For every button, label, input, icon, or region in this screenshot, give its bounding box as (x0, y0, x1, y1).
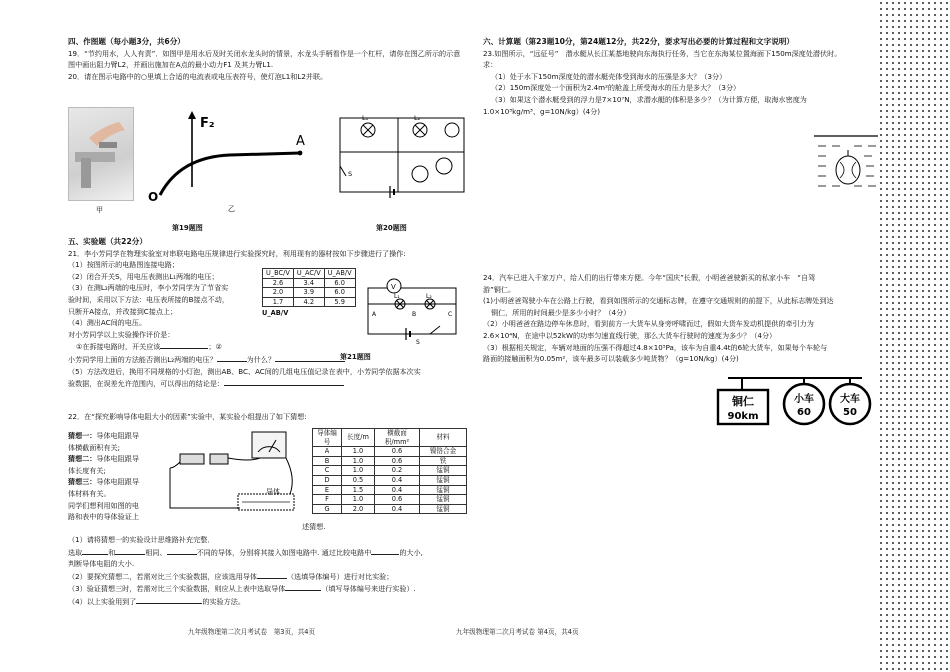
table-row: G 2.0 0.4 锰铜 (313, 504, 467, 514)
q24-part1b: 铜仁，所用的时间最少是多少小时？（4分） (491, 307, 631, 317)
q21-step2: （2）闭合开关S，用电压表测出L₁两端的电压； (68, 271, 219, 281)
dotted-margin (878, 0, 950, 672)
left-column (68, 36, 464, 82)
q24-part2a: （2）小明爸爸在路边停车休息时，看到前方一大货车从身旁呼啸而过，假如大货车发动机提供的牵引力为 (483, 319, 814, 329)
q21-answer-blank-2[interactable] (217, 353, 247, 362)
faucet-photo (68, 107, 134, 201)
q22-blank-1[interactable] (82, 546, 108, 555)
q22-conductor-table (312, 428, 467, 514)
q21-step4: （4）测出AC间的电压。 (68, 318, 147, 328)
sign-car-label: 小车 (794, 394, 814, 405)
fig21-circuit (360, 272, 466, 344)
q24-part2b: 2.6×10⁴N，在途中以52kW的功率匀速直线行驶，那么大货车行驶时的速度为多少？（4分） (483, 330, 777, 340)
traffic-sign (712, 372, 876, 432)
caption-fig19: 第19题图 (172, 224, 203, 232)
q21-th-ac: U_AC/V (293, 269, 324, 279)
q22-questions: （1）请将猜想一的实验设计思维路补充完整． 选取 和 相同、 不同的导体，分别将其接入如图电路中. 通过比较电路中 的大小, 判断导体电阻的大小. （2）要探究猜想二，若需对比三个实验数据，应该选用导体 （选填导体编号）进行对比实验； （3）验证猜想三时，若需对比三个实验数据，则应从上表中选取导体 （填写导体编号来进行实验）. （4）以上实验用到了 的实验方法。 (68, 535, 423, 606)
q22-blank-3[interactable] (167, 546, 197, 555)
q23-part3b: 1.0×10³kg/m³、g=10N/kg）(4分) (483, 106, 600, 116)
table-row: C 1.0 0.2 锰铜 (313, 466, 467, 476)
q21-step1: （1）按图所示的电路图连接电路； (68, 260, 179, 270)
fig20-circuit (332, 112, 472, 212)
q21-answer-blank-1[interactable] (160, 340, 208, 349)
q22-intro: 22．在“探究影响导体电阻大小的因素”实验中，某实验小组提出了如下猜想: (68, 412, 307, 421)
q22-blank-4[interactable] (371, 546, 399, 555)
q21-step5a: （5）方法改进后，换用不同规格的小灯泡，测出AB、BC、AC间的几组电压值记录在表中，小芳同学依据本次实 (68, 366, 421, 376)
table-row: 2.0 3.9 6.0 (263, 288, 356, 298)
q23-ask: 求： (483, 60, 498, 70)
fig21-b-label: B (412, 311, 417, 318)
section5-title: 五、实验题（共22分） (68, 237, 147, 246)
sign-truck-label: 大车 (840, 394, 860, 405)
fig21-l2-label: L₂ (426, 293, 432, 300)
fig19-jia-label: 甲 (96, 206, 103, 214)
fig21-c-label: C (448, 311, 453, 318)
fig21-a-label: A (372, 311, 377, 318)
fig19-lever-diagram (140, 105, 320, 215)
q21-th-ab: U_AB/V (324, 269, 355, 279)
q22-blank-5[interactable] (257, 570, 287, 579)
q22-th-area: 横截面积/mm² (375, 429, 420, 447)
q21-intro: 21．李小芳同学在物理实验室对串联电路电压规律进行实验探究时，利用现有的器材按如下步骤进行了操作: (68, 248, 406, 258)
q24-part3a: （3）根据相关规定，车辆对地面的压强不得超过4.8×10⁵Pa，该车为自重4.4t的6轮大货车，如果每个车轮与 (483, 342, 828, 352)
q21-answer-blank-3[interactable] (275, 353, 345, 362)
sign-car-speed: 60 (797, 407, 811, 418)
right-column (483, 36, 873, 117)
caption-fig20: 第20题图 (376, 224, 407, 232)
q21-step3a: （3）在测L₂两端的电压时，李小芳同学为了节省实 (68, 283, 229, 293)
q20-text: 20．请在图示电路中的○里填上合适的电流表或电压表符号，使灯泡L1和L2并联。 (68, 71, 328, 81)
fig22-apparatus (160, 428, 300, 516)
q24-part3b: 路面的接触面积为0.05m²，该车最多可以装载多少吨货物？（g=10N/kg）(4分) (483, 354, 739, 364)
fig19-f2-label: F₂ (200, 116, 215, 131)
q21-eval: 对小芳同学以上实验操作评价是： (68, 329, 175, 339)
faucet-icon (69, 108, 133, 200)
q22-guesses: 猜想一：导体电阻跟导 体横截面积有关; 猜想二：导体电阻跟导 体长度有关; 猜想三：导体电阻跟导 体材料有关。 同学们想利用如图的电 路和表中的导体验证上 (68, 431, 139, 522)
q23-part1: （1）处于水下150m深度处的潜水艇壳体受到海水的压强是多大？（3分） (491, 71, 727, 81)
q23-intro: 23.如图所示，“远征号” 潜水艇从长江某基地驶向东海执行任务，当它在东海某位置海面下150m深度处潜伏时。 (483, 48, 842, 58)
fig20-l1-label: L₁ (362, 114, 369, 122)
q24-intro-a: 24．汽车已进入千家万户，给人们的出行带来方便。今年“国庆”长假，小明爸爸驶新买的私家小车 “自驾 (483, 273, 816, 282)
submarine-figure (814, 132, 878, 194)
q23-part3a: （3）如果这个潜水艇受到的浮力是7×10⁷N，求潜水艇的体积是多少？（为计算方便，取海水密度为 (491, 94, 807, 104)
q21-blank-line2: 小芳同学用上面的方法能否测出L₂两端的电压？ 为什么？ (68, 353, 464, 366)
q24-part1a: (1)小明爸爸驾驶小车在公路上行驶，看到如图所示的交通标志牌，在遵守交通规则的前提下，从此标志牌处到达 (483, 296, 834, 306)
fig21-v-label: V (391, 283, 396, 291)
fig20-meter-slot-1 (445, 123, 459, 137)
caption-fig21: 第21题图 (340, 353, 371, 361)
q21-th-bc: U_BC/V (263, 269, 294, 279)
fig19-o-label: O (148, 190, 159, 204)
table-row: B 1.0 0.6 铁 (313, 456, 467, 466)
fig22-conductor-label: 导体 (266, 488, 280, 496)
q21-table-footer: U_AB/V (262, 309, 289, 318)
table-row: A 1.0 0.6 镍铬合金 (313, 447, 467, 457)
q21-step3c: 只断开A接点，并改接到C接点上； (68, 306, 178, 316)
table-row: 1.7 4.2 5.9 (263, 297, 356, 307)
fig20-meter-slot-3 (412, 166, 428, 182)
q22-blank-6[interactable] (285, 582, 321, 591)
q22-th-id: 导体编号 (313, 429, 342, 447)
fig20-meter-slot-2 (436, 158, 452, 174)
table-row: F 1.0 0.6 锰铜 (313, 495, 467, 505)
q22-blank-2[interactable] (115, 546, 145, 555)
section6-title: 六、计算题（第23题10分，第24题12分，共22分，要求写出必要的计算过程和文字说明） (483, 37, 795, 46)
q23-part2: （2）150m深度处一个面积为2.4m²的舱盖上所受海水的压力是多大？（3分） (491, 83, 741, 93)
q21-data-table (262, 268, 356, 317)
fig21-s-label: S (416, 339, 420, 344)
q21-answer-blank-4[interactable] (224, 377, 344, 386)
sign-truck-speed: 50 (843, 407, 857, 418)
fig19-a-label: A (296, 134, 305, 149)
q22-th-material: 材料 (420, 429, 467, 447)
q21-step5b: 验数据，在误差允许范围内，可以得出的结论是： (68, 377, 464, 390)
q24-intro-b: 游”铜仁。 (483, 284, 516, 294)
table-row: 2.6 3.4 6.0 (263, 278, 356, 288)
q21-step3b: 验时间，采用以下方法：电压表所接的B接点不动， (68, 294, 229, 304)
left-footer: 九年级物理第二次月考试卷 第3页，共4页 (188, 628, 316, 636)
q22-mid3: 述猜想. (302, 522, 326, 531)
fig20-l2-label: L₂ (414, 114, 421, 122)
fig20-s-label: S (348, 170, 353, 178)
right-column-q24 (483, 272, 873, 365)
sign-distance: 90km (727, 411, 759, 422)
q21-blank-line1: ①在拆接电路时，开关应该 ；② (76, 342, 222, 352)
right-footer: 九年级物理第二次月考试卷 第4页，共4页 (456, 628, 579, 636)
q19-text: 19．“节约用水，人人有责”．如图甲是用水后及时关闭水龙头时的情景，水龙头手柄看作是一个杠杆，请你在图乙所示的示意图中画出阻力臂L2，并画出施加在A点的最小动力F1 及其力臂L1. (68, 48, 461, 70)
q22-blank-7[interactable] (136, 595, 202, 604)
q22-th-length: 长度/m (342, 429, 375, 447)
table-row: E 1.5 0.4 锰铜 (313, 485, 467, 495)
table-row: D 0.5 0.4 锰铜 (313, 475, 467, 485)
fig21-l1-label: L₁ (394, 293, 400, 300)
sign-city: 铜仁 (732, 395, 754, 408)
section4-title: 四、作图题（每小题3分，共6分） (68, 37, 185, 46)
fig19-yi-label: 乙 (228, 205, 235, 213)
